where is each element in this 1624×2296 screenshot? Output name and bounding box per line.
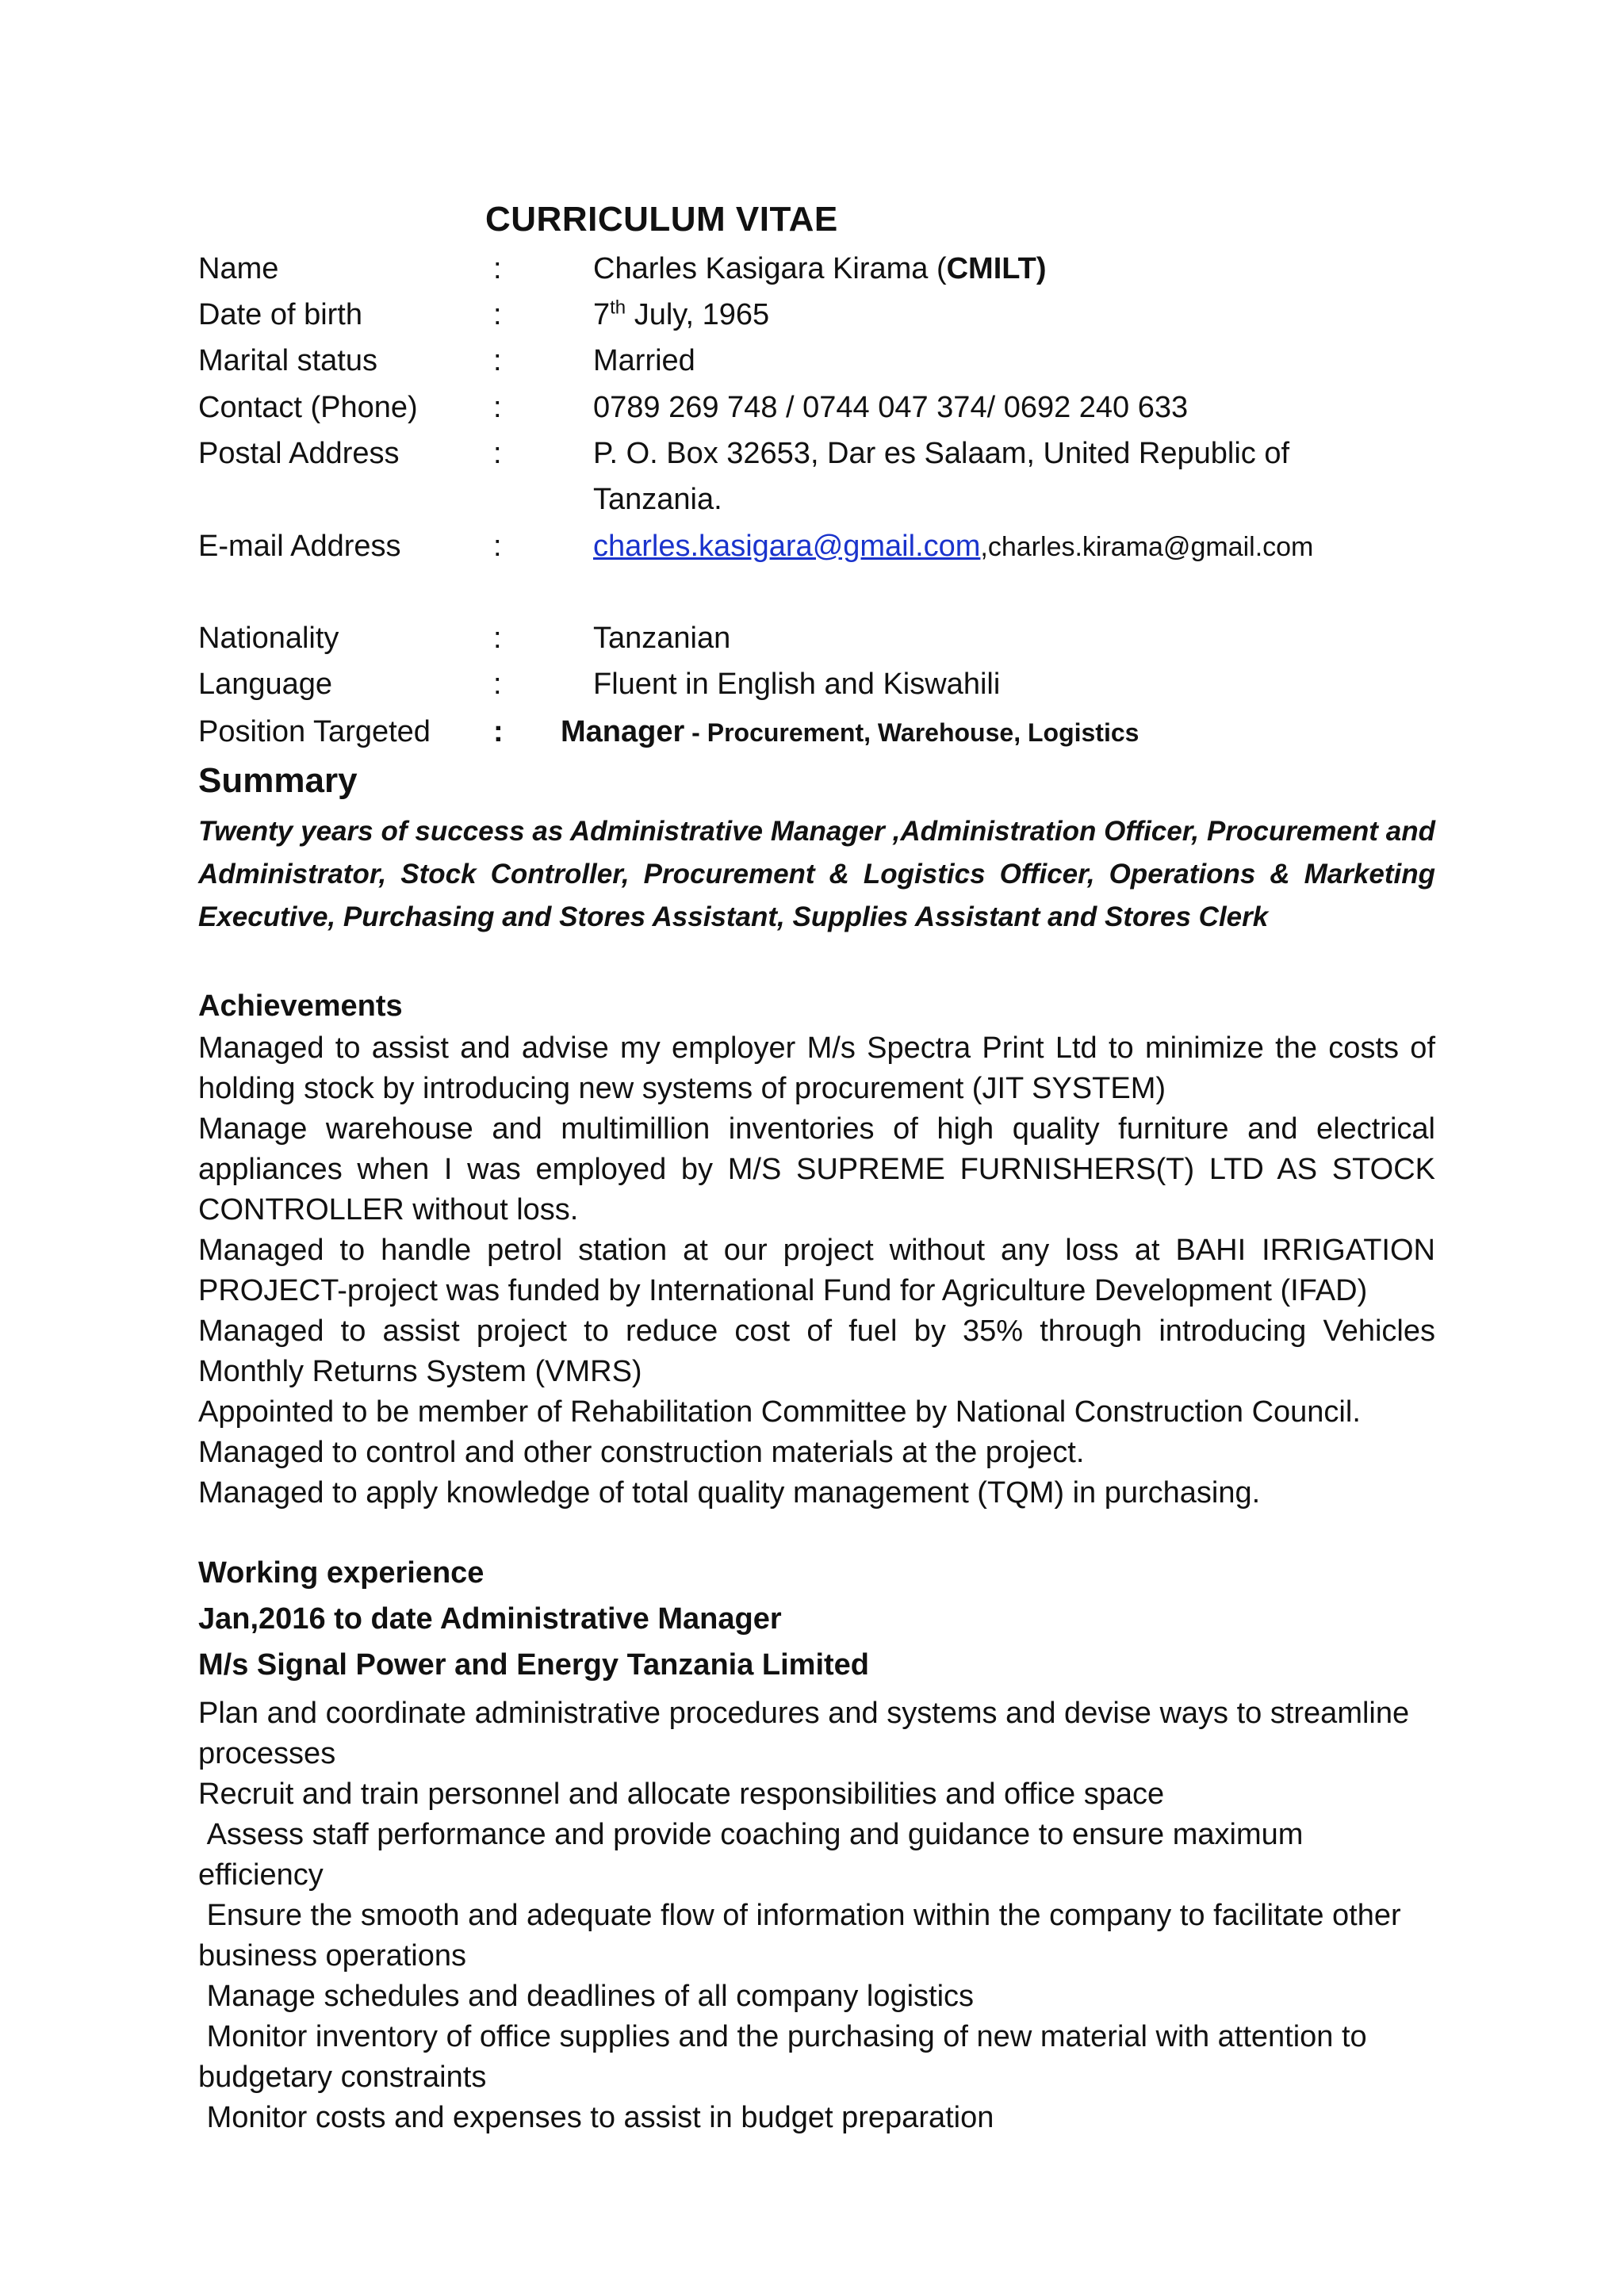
info-row-marital [198, 344, 1435, 384]
email-separator: : [493, 530, 502, 563]
experience-duties-list [198, 1693, 1435, 2138]
dob-day-suffix: th [610, 297, 626, 319]
achievements-list [198, 1028, 1435, 1513]
postal-label: Postal Address [198, 437, 400, 470]
dob-day: 7 [593, 298, 611, 331]
position-label: Position Targeted [198, 715, 431, 748]
info-row-phone [198, 391, 1435, 430]
marital-separator: : [493, 344, 502, 377]
email-label: E-mail Address [198, 530, 401, 563]
achievement-item: Managed to control and other construction materials at the project. [198, 1436, 1085, 1469]
position-value-main: Manager [561, 715, 685, 748]
position-separator: : [493, 715, 504, 748]
info-row-dob [198, 298, 1435, 338]
marital-value: Married [593, 344, 695, 377]
full-name: Charles Kasigara Kirama ( [593, 252, 947, 285]
duty-item: Ensure the smooth and adequate flow of information within the company to facilitate other business operations [198, 1899, 1410, 1973]
achievement-item: Managed to assist project to reduce cost of fuel by 35% through introducing Vehicles Monthly Returns System (VMRS) [198, 1314, 1435, 1388]
email-secondary: ,charles.kirama@gmail.com [980, 532, 1314, 562]
achievement-item: Managed to assist and advise my employer M/s Spectra Print Ltd to minimize the costs of holding stock by introducing new systems of procurement (JIT SYSTEM) [198, 1031, 1435, 1105]
dob-label: Date of birth [198, 298, 362, 331]
position-value-detail: - Procurement, Warehouse, Logistics [684, 718, 1139, 747]
experience-company: M/s Signal Power and Energy Tanzania Limited [198, 1648, 870, 1682]
duty-item: Manage schedules and deadlines of all company logistics [198, 1980, 975, 2013]
duty-item: Monitor costs and expenses to assist in budget preparation [198, 2101, 994, 2134]
name-separator: : [493, 252, 502, 285]
achievement-item: Managed to apply knowledge of total quality management (TQM) in purchasing. [198, 1476, 1261, 1510]
info-row-position [198, 715, 1435, 755]
duty-item: Assess staff performance and provide coaching and guidance to ensure maximum efficiency [198, 1818, 1312, 1892]
info-row-nationality [198, 622, 1435, 661]
phone-separator: : [493, 391, 502, 424]
position-value [561, 715, 1139, 749]
phone-label: Contact (Phone) [198, 391, 418, 424]
phone-value: 0789 269 748 / 0744 047 374/ 0692 240 633 [593, 391, 1189, 424]
achievements-heading: Achievements [198, 989, 403, 1023]
postal-value-line1: P. O. Box 32653, Dar es Salaam, United Republic of [593, 437, 1290, 470]
duty-item: Recruit and train personnel and allocate responsibilities and office space [198, 1777, 1165, 1811]
info-row-name [198, 252, 1435, 292]
info-row-postal [198, 437, 1435, 524]
postal-value-line2: Tanzania. [593, 483, 722, 516]
duty-item: Plan and coordinate administrative procedures and systems and devise ways to streamline processes [198, 1697, 1410, 1770]
email-primary-link[interactable]: charles.kasigara@gmail.com [593, 530, 981, 563]
document-title: CURRICULUM VITAE [485, 200, 838, 239]
name-value [593, 252, 1047, 286]
info-row-email [198, 530, 1435, 569]
nationality-separator: : [493, 622, 502, 655]
duty-item: Monitor inventory of office supplies and the purchasing of new material with attention to budgetary constraints [198, 2020, 1376, 2094]
info-row-language [198, 668, 1435, 707]
credential: CMILT) [946, 252, 1047, 285]
postal-separator: : [493, 437, 502, 470]
summary-heading: Summary [198, 761, 358, 800]
nationality-label: Nationality [198, 622, 339, 655]
achievement-item: Appointed to be member of Rehabilitation Committee by National Construction Council. [198, 1395, 1361, 1429]
email-value [593, 530, 1313, 564]
dob-value [593, 298, 769, 332]
marital-label: Marital status [198, 344, 377, 377]
achievement-item: Manage warehouse and multimillion inventories of high quality furniture and electrical appliances when I was employed by M/S SUPREME FURNISHERS(T) LTD AS STOCK CONTROLLER without loss. [198, 1112, 1435, 1226]
nationality-value: Tanzanian [593, 622, 731, 655]
language-value: Fluent in English and Kiswahili [593, 668, 1001, 701]
experience-heading: Working experience [198, 1556, 485, 1590]
name-label: Name [198, 252, 279, 285]
dob-rest: July, 1965 [626, 298, 770, 331]
language-label: Language [198, 668, 333, 701]
experience-period-role: Jan,2016 to date Administrative Manager [198, 1602, 782, 1636]
achievement-item: Managed to handle petrol station at our project without any loss at BAHI IRRIGATION PROJECT-project was funded by International Fund for Agriculture Development (IFAD) [198, 1234, 1435, 1307]
summary-text: Twenty years of success as Administrative Manager ,Administration Officer, Procurement and Administrator, Stock Controller, Procurement & Logistics Officer, Operations & Marketing Executive, Purchasing and Stores Assistant, Supplies Assistant and Stores Clerk [198, 816, 1435, 932]
dob-separator: : [493, 298, 502, 331]
language-separator: : [493, 668, 502, 701]
